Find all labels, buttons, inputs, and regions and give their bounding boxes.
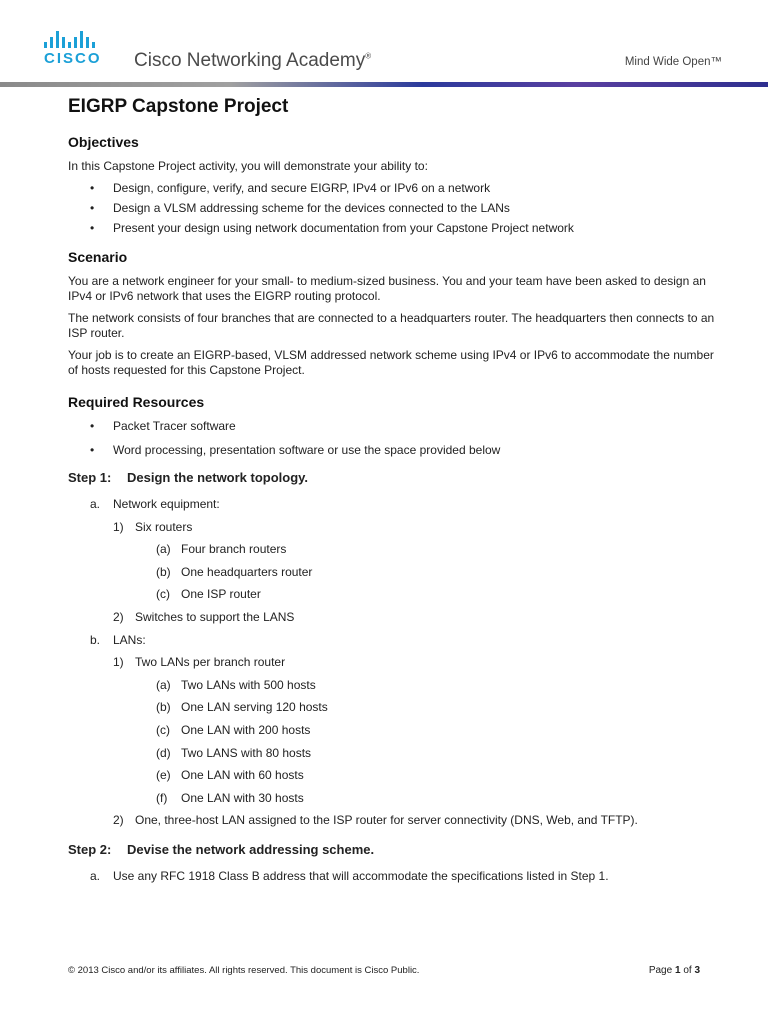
objectives-list [68, 181, 720, 236]
objectives-intro: In this Capstone Project activity, you will demonstrate your ability to: [68, 159, 428, 173]
list-item: • Design a VLSM addressing scheme for the devices connected to the LANs [68, 201, 720, 216]
list-item: (c) One LAN with 200 hosts [156, 722, 311, 737]
list-item: • Design, configure, verify, and secure EIGRP, IPv4 or IPv6 on a network [68, 181, 720, 196]
list-item: • Present your design using network documentation from your Capstone Project network [68, 221, 720, 236]
header-divider [0, 82, 768, 87]
list-item: (d) Two LANS with 80 hosts [156, 745, 312, 760]
step1-heading: Step 1: Design the network topology. [68, 470, 309, 485]
scenario-paragraph: The network consists of four branches that are connected to a headquarters router. The headquarters then connects to an ISP router. [68, 311, 715, 340]
registered-mark: ® [365, 51, 372, 61]
cisco-logo [44, 30, 102, 67]
academy-title: Cisco Networking Academy® [134, 50, 372, 71]
list-item: b. LANs: [90, 632, 146, 647]
list-item: • Word processing, presentation software or use the space provided below [68, 443, 720, 458]
objectives-heading: Objectives [68, 134, 139, 150]
tagline: Mind Wide Open™ [624, 56, 722, 68]
list-item: (c) One ISP router [156, 587, 261, 602]
step2-heading: Step 2: Devise the network addressing scheme. [68, 842, 375, 858]
list-item: • Packet Tracer software [68, 419, 720, 434]
list-item: 1) Six routers [113, 519, 193, 534]
cisco-wordmark: CISCO [44, 50, 102, 67]
list-item: (a) Two LANs with 500 hosts [156, 677, 316, 692]
list-item: (e) One LAN with 60 hosts [156, 768, 304, 783]
list-item: a. Network equipment: [90, 497, 220, 511]
scenario-paragraph: You are a network engineer for your small- to medium-sized business. You and your team have been asked to design an IPv4 or IPv6 network that uses the EIGRP routing protocol. [68, 274, 706, 303]
cisco-bars-icon [44, 30, 102, 48]
page-number: Page 1 of 3 [648, 965, 700, 976]
document-body [68, 96, 720, 892]
list-item: (f) One LAN with 30 hosts [156, 790, 304, 805]
list-item: a. Use any RFC 1918 Class B address that will accommodate the specifications listed in Step 1. [90, 869, 609, 884]
list-item: (b) One LAN serving 120 hosts [156, 700, 328, 715]
scenario-heading: Scenario [68, 249, 128, 265]
page-header [0, 0, 768, 90]
scenario-paragraph: Your job is to create an EIGRP-based, VLSM addressed network scheme using IPv4 or IPv6 to accommodate the number of hosts requested for this Capstone Project. [68, 348, 714, 377]
list-item: 2) Switches to support the LANS [113, 609, 295, 624]
list-item: (b) One headquarters router [156, 564, 313, 579]
list-item: (a) Four branch routers [156, 542, 287, 557]
footer-copyright: © 2013 Cisco and/or its affiliates. All rights reserved. This document is Cisco Public. [68, 965, 420, 976]
resources-heading: Required Resources [68, 394, 205, 410]
page-title: EIGRP Capstone Project [68, 96, 289, 117]
list-item: 1) Two LANs per branch router [113, 655, 286, 670]
list-item: 2) One, three-host LAN assigned to the ISP router for server connectivity (DNS, Web, and TFTP). [113, 813, 638, 828]
resources-list [68, 419, 720, 458]
